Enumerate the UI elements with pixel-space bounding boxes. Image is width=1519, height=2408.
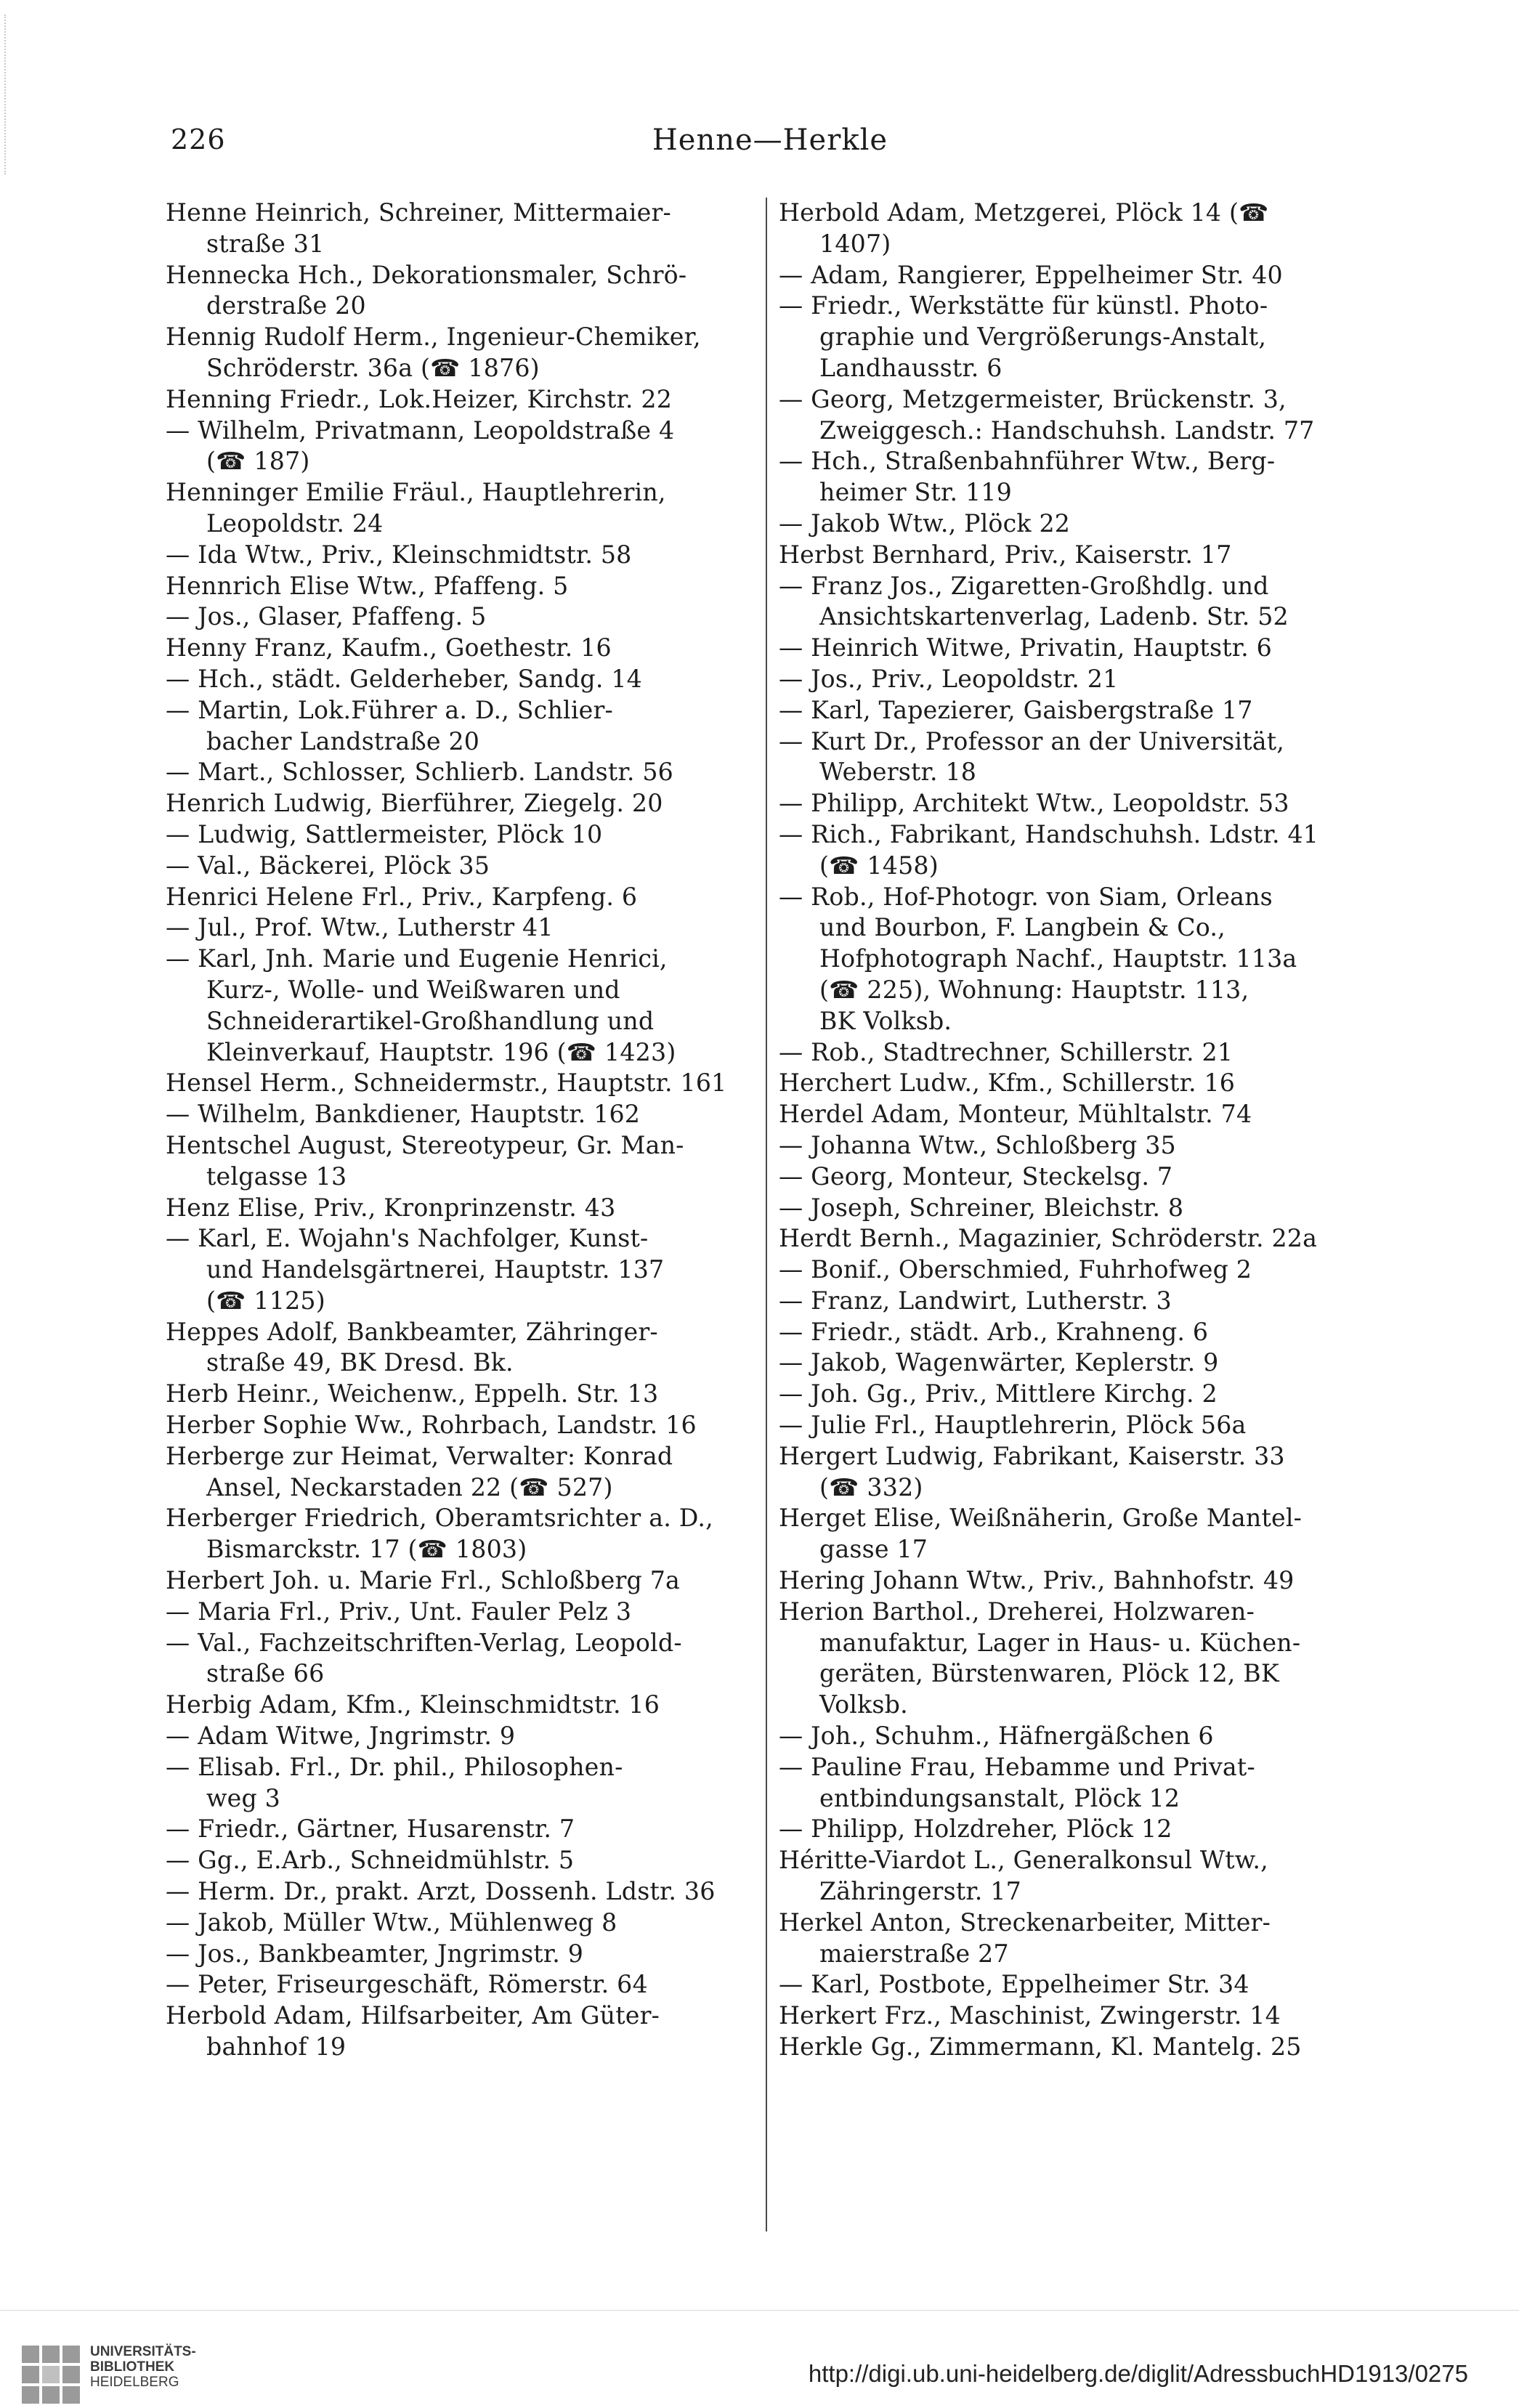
entry-line: — Rob., Hof-Photogr. von Siam, Orleans bbox=[779, 882, 1273, 911]
directory-entry bbox=[779, 571, 1369, 633]
directory-entry bbox=[166, 1068, 756, 1099]
directory-entry bbox=[166, 851, 756, 882]
directory-entry bbox=[166, 415, 756, 478]
entry-continuation-line: Ansichtskartenverlag, Ladenb. Str. 52 bbox=[819, 602, 1289, 631]
directory-entry bbox=[166, 1721, 756, 1752]
directory-entry bbox=[166, 695, 756, 758]
entry-line: — Bonif., Oberschmied, Fuhrhofweg 2 bbox=[779, 1255, 1252, 1284]
directory-entry bbox=[779, 1254, 1369, 1286]
entry-line: Henrici Helene Frl., Priv., Karpfeng. 6 bbox=[166, 882, 638, 911]
entry-line: Herbold Adam, Hilfsarbeiter, Am Güter- bbox=[166, 2001, 660, 2030]
entry-line: — Georg, Metzgermeister, Brückenstr. 3, bbox=[779, 384, 1287, 413]
entry-line: Hensel Herm., Schneidermstr., Hauptstr. 161 bbox=[166, 1069, 727, 1098]
entry-line: — Friedr., städt. Arb., Krahneng. 6 bbox=[779, 1317, 1209, 1346]
directory-entry bbox=[779, 726, 1369, 789]
entry-continuation-line: maierstraße 27 bbox=[819, 1939, 1009, 1968]
entry-continuation-line: (☎ 1125) bbox=[206, 1286, 325, 1315]
directory-entry bbox=[779, 1721, 1369, 1752]
entry-line: Herberge zur Heimat, Verwalter: Konrad bbox=[166, 1441, 673, 1470]
entry-line: — Joseph, Schreiner, Bleichstr. 8 bbox=[779, 1193, 1184, 1222]
directory-entry bbox=[166, 1317, 756, 1379]
entry-line: Henne Heinrich, Schreiner, Mittermaier- bbox=[166, 198, 671, 227]
directory-entry bbox=[166, 788, 756, 819]
directory-entry bbox=[779, 1099, 1369, 1130]
directory-entry bbox=[166, 260, 756, 323]
entry-line: — Franz Jos., Zigaretten-Großhdlg. und bbox=[779, 571, 1269, 600]
entry-line: — Ludwig, Sattlermeister, Plöck 10 bbox=[166, 819, 603, 848]
directory-entry bbox=[779, 1441, 1369, 1504]
entry-line: — Franz, Landwirt, Lutherstr. 3 bbox=[779, 1286, 1172, 1315]
entry-line: — Karl, Jnh. Marie und Eugenie Henrici, bbox=[166, 944, 668, 973]
directory-entry bbox=[166, 477, 756, 540]
directory-entry bbox=[166, 1939, 756, 1970]
directory-entry bbox=[779, 384, 1369, 447]
entry-line: Herbold Adam, Metzgerei, Plöck 14 (☎ bbox=[779, 198, 1269, 227]
entry-line: Henz Elise, Priv., Kronprinzenstr. 43 bbox=[166, 1193, 616, 1222]
directory-entry bbox=[779, 2000, 1369, 2032]
directory-entry bbox=[779, 1814, 1369, 1845]
running-title: Henne—Herkle bbox=[652, 123, 888, 157]
page-number: 226 bbox=[171, 123, 226, 155]
entry-continuation-line: geräten, Bürstenwaren, Plöck 12, BK bbox=[819, 1659, 1279, 1688]
directory-entry bbox=[779, 1565, 1369, 1597]
viewer-footer bbox=[0, 2310, 1519, 2407]
entry-line: — Adam Witwe, Jngrimstr. 9 bbox=[166, 1722, 516, 1751]
entry-continuation-line: (☎ 187) bbox=[206, 447, 310, 476]
entry-line: — Elisab. Frl., Dr. phil., Philosophen- bbox=[166, 1752, 623, 1781]
entry-continuation-line: straße 31 bbox=[206, 229, 325, 258]
directory-entry bbox=[166, 1503, 756, 1565]
entry-continuation-line: Bismarckstr. 17 (☎ 1803) bbox=[206, 1535, 527, 1564]
entry-line: Herchert Ludw., Kfm., Schillerstr. 16 bbox=[779, 1069, 1236, 1098]
entry-continuation-line: (☎ 332) bbox=[819, 1472, 923, 1501]
entry-line: — Friedr., Werkstätte für künstl. Photo- bbox=[779, 291, 1268, 320]
entry-line: — Rob., Stadtrechner, Schillerstr. 21 bbox=[779, 1037, 1234, 1066]
directory-entry bbox=[779, 1969, 1369, 2000]
directory-entry bbox=[166, 1628, 756, 1690]
entry-line: Herbert Joh. u. Marie Frl., Schloßberg 7a bbox=[166, 1566, 681, 1595]
directory-entry bbox=[166, 1752, 756, 1815]
directory-entry bbox=[166, 633, 756, 664]
directory-entry bbox=[779, 664, 1369, 695]
entry-continuation-line: entbindungsanstalt, Plöck 12 bbox=[819, 1783, 1180, 1812]
directory-entry bbox=[166, 1410, 756, 1441]
entry-continuation-line: weg 3 bbox=[206, 1783, 280, 1812]
directory-entry bbox=[779, 1068, 1369, 1099]
entry-line: — Wilhelm, Bankdiener, Hauptstr. 162 bbox=[166, 1100, 641, 1129]
entry-line: — Ida Wtw., Priv., Kleinschmidtstr. 58 bbox=[166, 540, 632, 569]
entry-line: Herget Elise, Weißnäherin, Große Mantel- bbox=[779, 1504, 1303, 1533]
entry-line: Hentschel August, Stereotypeur, Gr. Man- bbox=[166, 1130, 684, 1159]
entry-continuation-line: Hofphotograph Nachf., Hauptstr. 113a bbox=[819, 944, 1297, 973]
directory-entry bbox=[166, 1223, 756, 1316]
directory-entry bbox=[166, 1876, 756, 1908]
entry-continuation-line: Volksb. bbox=[819, 1690, 908, 1719]
entry-line: — Friedr., Gärtner, Husarenstr. 7 bbox=[166, 1815, 575, 1844]
library-name bbox=[90, 2344, 196, 2390]
entry-line: — Rich., Fabrikant, Handschuhsh. Ldstr. 41 bbox=[779, 819, 1319, 848]
entry-line: — Heinrich Witwe, Privatin, Hauptstr. 6 bbox=[779, 633, 1272, 662]
directory-entry bbox=[779, 633, 1369, 664]
entry-line: — Jos., Priv., Leopoldstr. 21 bbox=[779, 664, 1119, 693]
entry-line: — Karl, Postbote, Eppelheimer Str. 34 bbox=[779, 1970, 1249, 1999]
entry-line: — Jakob Wtw., Plöck 22 bbox=[779, 508, 1071, 538]
entry-line: — Martin, Lok.Führer a. D., Schlier- bbox=[166, 695, 613, 724]
scan-edge-mark bbox=[4, 15, 9, 174]
entry-line: — Joh., Schuhm., Häfnergäßchen 6 bbox=[779, 1722, 1214, 1751]
directory-entry bbox=[166, 912, 756, 944]
entry-line: — Mart., Schlosser, Schlierb. Landstr. 56 bbox=[166, 758, 673, 787]
entry-line: — Jakob, Wagenwärter, Keplerstr. 9 bbox=[779, 1348, 1219, 1377]
entry-line: Herbig Adam, Kfm., Kleinschmidtstr. 16 bbox=[166, 1690, 660, 1719]
entry-continuation-line: BK Volksb. bbox=[819, 1006, 952, 1035]
directory-entry bbox=[166, 1441, 756, 1504]
directory-entry bbox=[166, 1099, 756, 1130]
directory-entry bbox=[166, 571, 756, 602]
entry-continuation-line: graphie und Vergrößerungs-Anstalt, bbox=[819, 323, 1267, 352]
directory-entry bbox=[779, 508, 1369, 540]
entry-line: Herion Barthol., Dreherei, Holzwaren- bbox=[779, 1597, 1255, 1626]
directory-entry bbox=[779, 1379, 1369, 1410]
directory-entry bbox=[779, 1286, 1369, 1317]
entry-continuation-line: Zweiggesch.: Handschuhsh. Landstr. 77 bbox=[819, 415, 1315, 445]
directory-entry bbox=[166, 819, 756, 851]
entry-line: Herkert Frz., Maschinist, Zwingerstr. 14 bbox=[779, 2001, 1281, 2030]
entry-line: Herdt Bernh., Magazinier, Schröderstr. 22a bbox=[779, 1224, 1318, 1253]
directory-entry bbox=[779, 1908, 1369, 1970]
entry-line: — Gg., E.Arb., Schneidmühlstr. 5 bbox=[166, 1846, 575, 1875]
entry-line: — Adam, Rangierer, Eppelheimer Str. 40 bbox=[779, 260, 1283, 289]
entry-line: — Jos., Bankbeamter, Jngrimstr. 9 bbox=[166, 1939, 584, 1968]
entry-line: — Hch., städt. Gelderheber, Sandg. 14 bbox=[166, 664, 642, 693]
directory-entry bbox=[779, 1410, 1369, 1441]
entry-continuation-line: Ansel, Neckarstaden 22 (☎ 527) bbox=[206, 1472, 613, 1501]
entry-line: — Herm. Dr., prakt. Arzt, Dossenh. Ldstr. 36 bbox=[166, 1877, 716, 1906]
directory-entry bbox=[779, 1503, 1369, 1565]
entry-line: — Philipp, Architekt Wtw., Leopoldstr. 53 bbox=[779, 789, 1289, 818]
entry-line: — Julie Frl., Hauptlehrerin, Plöck 56a bbox=[779, 1411, 1247, 1440]
entry-continuation-line: Zähringerstr. 17 bbox=[819, 1877, 1021, 1906]
entry-line: Hennecka Hch., Dekorationsmaler, Schrö- bbox=[166, 260, 687, 289]
directory-entry bbox=[166, 1193, 756, 1224]
directory-entry bbox=[166, 198, 756, 260]
entry-continuation-line: gasse 17 bbox=[819, 1535, 928, 1564]
entry-line: — Johanna Wtw., Schloßberg 35 bbox=[779, 1130, 1176, 1159]
directory-entry bbox=[779, 695, 1369, 726]
directory-entry bbox=[166, 601, 756, 633]
page-header bbox=[171, 123, 1369, 167]
directory-entry bbox=[779, 260, 1369, 291]
directory-entry bbox=[779, 291, 1369, 384]
permalink-url[interactable]: http://digi.ub.uni-heidelberg.de/diglit/AdressbuchHD1913/0275 bbox=[808, 2360, 1468, 2387]
entry-continuation-line: Weberstr. 18 bbox=[819, 758, 977, 787]
entry-continuation-line: 1407) bbox=[819, 229, 891, 258]
directory-entry bbox=[166, 1130, 756, 1193]
directory-entry bbox=[166, 1969, 756, 2000]
entry-line: Herbst Bernhard, Priv., Kaiserstr. 17 bbox=[779, 540, 1232, 569]
entry-line: Henning Friedr., Lok.Heizer, Kirchstr. 22 bbox=[166, 384, 673, 413]
directory-entry bbox=[166, 882, 756, 913]
entry-line: — Jos., Glaser, Pfaffeng. 5 bbox=[166, 602, 487, 631]
entry-continuation-line: derstraße 20 bbox=[206, 291, 366, 320]
entry-continuation-line: bahnhof 19 bbox=[206, 2032, 347, 2062]
entry-continuation-line: heimer Str. 119 bbox=[819, 478, 1012, 507]
directory-entry bbox=[779, 1162, 1369, 1193]
directory-entry bbox=[166, 540, 756, 571]
entry-line: Hering Johann Wtw., Priv., Bahnhofstr. 49 bbox=[779, 1566, 1295, 1595]
entry-line: — Val., Bäckerei, Plöck 35 bbox=[166, 851, 490, 880]
entry-line: — Pauline Frau, Hebamme und Privat- bbox=[779, 1752, 1255, 1781]
entry-line: Herb Heinr., Weichenw., Eppelh. Str. 13 bbox=[166, 1379, 659, 1408]
entry-line: Henrich Ludwig, Bierführer, Ziegelg. 20 bbox=[166, 789, 663, 818]
directory-entry bbox=[166, 1908, 756, 1939]
directory-entry bbox=[166, 1690, 756, 1721]
library-name-line: HEIDELBERG bbox=[90, 2375, 179, 2390]
entry-line: Héritte-Viardot L., Generalkonsul Wtw., bbox=[779, 1846, 1268, 1875]
directory-entry bbox=[779, 882, 1369, 1037]
entry-line: — Karl, Tapezierer, Gaisbergstraße 17 bbox=[779, 695, 1253, 724]
directory-entry bbox=[166, 1845, 756, 1876]
directory-entry bbox=[166, 757, 756, 788]
entry-line: Hennrich Elise Wtw., Pfaffeng. 5 bbox=[166, 571, 569, 600]
directory-entry bbox=[779, 198, 1369, 260]
entry-line: Herdel Adam, Monteur, Mühltalstr. 74 bbox=[779, 1100, 1252, 1129]
directory-entry bbox=[779, 788, 1369, 819]
library-name-line: UNIVERSITÄTS- bbox=[90, 2344, 196, 2359]
entry-line: Hergert Ludwig, Fabrikant, Kaiserstr. 33 bbox=[779, 1441, 1285, 1470]
entry-line: Herber Sophie Ww., Rohrbach, Landstr. 16 bbox=[166, 1411, 697, 1440]
entry-line: — Philipp, Holzdreher, Plöck 12 bbox=[779, 1815, 1172, 1844]
entry-continuation-line: (☎ 1458) bbox=[819, 851, 939, 880]
entry-line: — Jakob, Müller Wtw., Mühlenweg 8 bbox=[166, 1908, 617, 1937]
directory-entry bbox=[779, 1037, 1369, 1069]
entry-line: — Wilhelm, Privatmann, Leopoldstraße 4 bbox=[166, 415, 675, 445]
entry-continuation-line: manufaktur, Lager in Haus- u. Küchen- bbox=[819, 1628, 1301, 1657]
entry-line: Heppes Adolf, Bankbeamter, Zähringer- bbox=[166, 1317, 658, 1346]
directory-entry bbox=[779, 1597, 1369, 1721]
directory-entry bbox=[779, 1193, 1369, 1224]
entry-continuation-line: straße 49, BK Dresd. Bk. bbox=[206, 1348, 514, 1377]
entry-continuation-line: Leopoldstr. 24 bbox=[206, 508, 384, 538]
entry-continuation-line: telgasse 13 bbox=[206, 1162, 347, 1191]
directory-entry bbox=[779, 819, 1369, 882]
entry-continuation-line: Schneiderartikel-Großhandlung und bbox=[206, 1006, 655, 1035]
directory-entry bbox=[166, 664, 756, 695]
entry-line: — Kurt Dr., Professor an der Universität, bbox=[779, 726, 1285, 755]
entry-continuation-line: Kleinverkauf, Hauptstr. 196 (☎ 1423) bbox=[206, 1037, 676, 1066]
entry-line: — Jul., Prof. Wtw., Lutherstr 41 bbox=[166, 913, 554, 942]
entry-line: — Peter, Friseurgeschäft, Römerstr. 64 bbox=[166, 1970, 648, 1999]
entry-line: Herkel Anton, Streckenarbeiter, Mitter- bbox=[779, 1908, 1271, 1937]
directory-entry bbox=[779, 446, 1369, 508]
entry-line: — Hch., Straßenbahnführer Wtw., Berg- bbox=[779, 447, 1276, 476]
entry-line: Henny Franz, Kaufm., Goethestr. 16 bbox=[166, 633, 612, 662]
entry-line: Hennig Rudolf Herm., Ingenieur-Chemiker, bbox=[166, 323, 701, 352]
university-library-logo-icon bbox=[17, 2341, 84, 2408]
left-column bbox=[166, 198, 756, 2063]
entry-continuation-line: und Handelsgärtnerei, Hauptstr. 137 bbox=[206, 1255, 665, 1284]
directory-entry bbox=[779, 540, 1369, 571]
directory-entry bbox=[779, 1317, 1369, 1348]
entry-continuation-line: straße 66 bbox=[206, 1659, 325, 1688]
directory-entry bbox=[166, 322, 756, 384]
entry-line: — Joh. Gg., Priv., Mittlere Kirchg. 2 bbox=[779, 1379, 1218, 1408]
entry-continuation-line: Kurz-, Wolle- und Weißwaren und bbox=[206, 975, 620, 1004]
directory-entry bbox=[166, 1814, 756, 1845]
directory-entry bbox=[779, 1223, 1369, 1254]
entry-continuation-line: Landhausstr. 6 bbox=[819, 353, 1002, 382]
directory-entry bbox=[779, 1752, 1369, 1815]
entry-line: — Georg, Monteur, Steckelsg. 7 bbox=[779, 1162, 1173, 1191]
library-name-line: BIBLIOTHEK bbox=[90, 2359, 175, 2375]
entry-line: Herkle Gg., Zimmermann, Kl. Mantelg. 25 bbox=[779, 2032, 1302, 2062]
entry-line: Herberger Friedrich, Oberamtsrichter a. D., bbox=[166, 1504, 713, 1533]
directory-entry bbox=[779, 1347, 1369, 1379]
column-divider bbox=[766, 198, 767, 2231]
directory-entry bbox=[779, 1845, 1369, 1908]
entry-line: Henninger Emilie Fräul., Hauptlehrerin, bbox=[166, 478, 666, 507]
right-column bbox=[779, 198, 1369, 2063]
directory-entry bbox=[166, 384, 756, 415]
directory-entry bbox=[166, 1597, 756, 1628]
entry-continuation-line: (☎ 225), Wohnung: Hauptstr. 113, bbox=[819, 975, 1249, 1004]
entry-line: — Maria Frl., Priv., Unt. Fauler Pelz 3 bbox=[166, 1597, 632, 1626]
directory-entry bbox=[166, 1379, 756, 1410]
entry-continuation-line: bacher Landstraße 20 bbox=[206, 726, 480, 755]
directory-entry bbox=[779, 1130, 1369, 1162]
directory-entry bbox=[166, 1565, 756, 1597]
entry-continuation-line: Schröderstr. 36a (☎ 1876) bbox=[206, 353, 540, 382]
entry-line: — Val., Fachzeitschriften-Verlag, Leopold- bbox=[166, 1628, 682, 1657]
directory-entry bbox=[166, 2000, 756, 2063]
directory-entry bbox=[166, 944, 756, 1068]
entry-continuation-line: und Bourbon, F. Langbein & Co., bbox=[819, 913, 1226, 942]
entry-line: — Karl, E. Wojahn's Nachfolger, Kunst- bbox=[166, 1224, 649, 1253]
directory-entry bbox=[779, 2032, 1369, 2063]
